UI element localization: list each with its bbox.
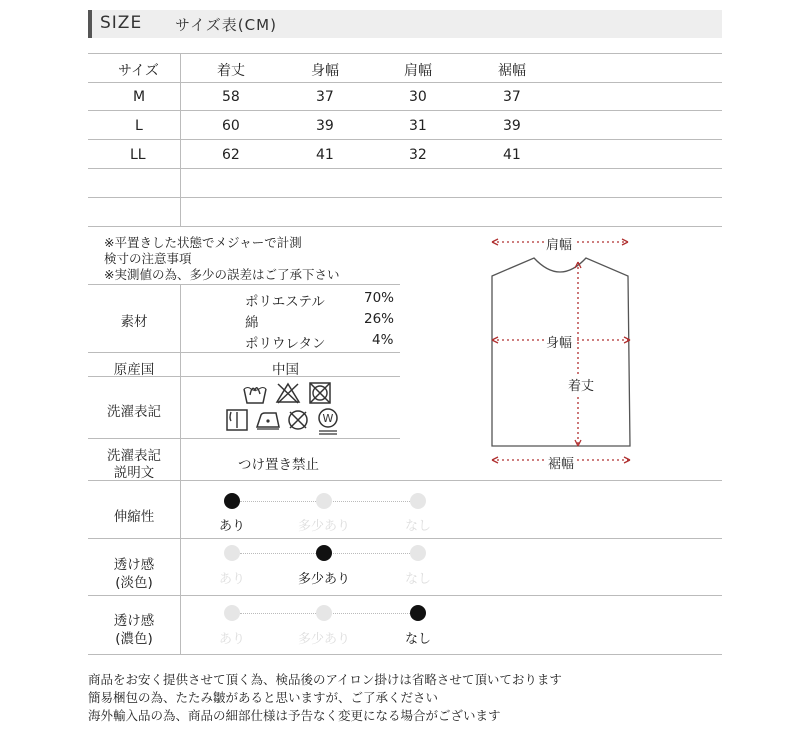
info-rule	[88, 480, 722, 481]
table-rule	[88, 226, 722, 227]
table-cell: 31	[409, 118, 427, 134]
scale-rule	[88, 538, 722, 539]
scale-option-label: あり	[218, 519, 245, 534]
low-iron-icon	[254, 409, 282, 431]
table-cell: 41	[316, 147, 334, 163]
table-rule	[88, 197, 722, 198]
scale-option-label: なし	[404, 519, 431, 534]
material-percent: 70%	[364, 290, 395, 306]
scale-dot	[410, 493, 426, 509]
table-rule	[88, 110, 722, 111]
footer-note: 簡易梱包の為、たたみ皺があると思いますが、ご了承ください	[88, 690, 439, 705]
scale-rule	[88, 654, 722, 655]
material-label: 素材	[120, 314, 148, 330]
scale-option-label: なし	[404, 632, 431, 647]
table-cell: 58	[222, 89, 240, 105]
info-column-divider	[180, 284, 181, 480]
scale-column-divider	[180, 480, 181, 654]
col-header-size: サイズ	[118, 63, 159, 79]
material-name: ポリウレタン	[245, 336, 326, 352]
scale-option-label: 多少あり	[297, 632, 350, 647]
sheer-dark-label: 透け感	[113, 613, 155, 629]
note-line: ※実測値の為、多少の誤差はご了承下さい	[104, 267, 340, 282]
scale-option-label: 多少あり	[297, 519, 350, 534]
material-name: ポリエステル	[245, 294, 325, 310]
size-table-title: サイズ表(CM)	[175, 16, 277, 34]
hem-width-label: 裾幅	[546, 453, 576, 472]
wash-label: 洗濯表記	[107, 404, 161, 420]
wet-clean-icon	[315, 406, 341, 436]
scale-option-label: あり	[218, 572, 245, 587]
scale-option-label: 多少あり	[297, 572, 350, 587]
shoulder-width-label: 肩幅	[544, 234, 574, 253]
scale-dot	[224, 605, 240, 621]
info-rule	[88, 352, 400, 353]
size-heading: SIZE	[100, 13, 143, 33]
stretch-label: 伸縮性	[113, 509, 155, 525]
sheer-light-label: 透け感	[113, 557, 155, 573]
length-label: 着丈	[566, 375, 596, 394]
table-cell: 62	[222, 147, 240, 163]
material-percent: 26%	[364, 311, 395, 327]
footer-note: 海外輸入品の為、商品の細部仕様は予告なく変更になる場合がございます	[88, 708, 501, 723]
scale-rule	[88, 595, 722, 596]
table-cell: M	[133, 89, 146, 105]
table-cell: 39	[316, 118, 334, 134]
table-rule	[88, 139, 722, 140]
table-cell: 30	[409, 89, 427, 105]
table-cell: 41	[503, 147, 521, 163]
table-cell: 37	[316, 89, 334, 105]
garment-diagram	[478, 228, 653, 476]
scale-dot	[224, 545, 240, 561]
table-rule	[88, 82, 722, 83]
wash-desc-value: つけ置き禁止	[238, 457, 319, 473]
scale-dot-selected	[224, 493, 240, 509]
line-dry-icon	[225, 408, 249, 432]
hand-wash-icon	[242, 381, 268, 405]
svg-text:W: W	[322, 412, 334, 425]
scale-dot	[410, 545, 426, 561]
col-header-shoulder: 肩幅	[404, 63, 432, 79]
origin-label: 原産国	[113, 362, 155, 378]
table-cell: 32	[409, 147, 427, 163]
scale-option-label: あり	[218, 632, 245, 647]
scale-dot	[316, 605, 332, 621]
origin-value: 中国	[272, 362, 299, 378]
col-header-body-width: 身幅	[311, 63, 339, 79]
table-cell: 37	[503, 89, 521, 105]
table-cell: LL	[130, 147, 146, 163]
scale-option-label: なし	[404, 572, 431, 587]
body-width-label: 身幅	[544, 332, 574, 351]
col-header-length: 着丈	[217, 63, 245, 79]
sheer-light-sublabel: (淡色)	[115, 575, 153, 591]
sheer-dark-sublabel: (濃色)	[115, 631, 153, 647]
scale-dot-selected	[316, 545, 332, 561]
no-dry-clean-icon	[286, 408, 310, 432]
col-header-hem: 裾幅	[498, 63, 526, 79]
note-line: ※平置きした状態でメジャーで計測	[104, 235, 302, 250]
header-accent-bar	[88, 10, 92, 38]
table-cell: L	[135, 118, 143, 134]
footer-note: 商品をお安く提供させて頂く為、検品後のアイロン掛けは省略させて頂いております	[88, 672, 562, 687]
material-percent: 4%	[372, 332, 394, 348]
scale-dot	[316, 493, 332, 509]
no-tumble-dry-icon	[308, 381, 332, 405]
table-cell: 39	[503, 118, 521, 134]
no-bleach-icon	[275, 382, 301, 404]
wash-desc-label: 洗濯表記	[107, 448, 161, 464]
scale-dot-selected	[410, 605, 426, 621]
table-rule	[88, 168, 722, 169]
note-line: 検寸の注意事項	[104, 251, 192, 266]
wash-desc-label: 説明文	[113, 465, 155, 481]
table-cell: 60	[222, 118, 240, 134]
info-rule	[88, 284, 400, 285]
table-rule	[88, 53, 722, 54]
material-name: 綿	[245, 315, 259, 331]
info-rule	[88, 438, 400, 439]
table-column-divider	[180, 53, 181, 226]
